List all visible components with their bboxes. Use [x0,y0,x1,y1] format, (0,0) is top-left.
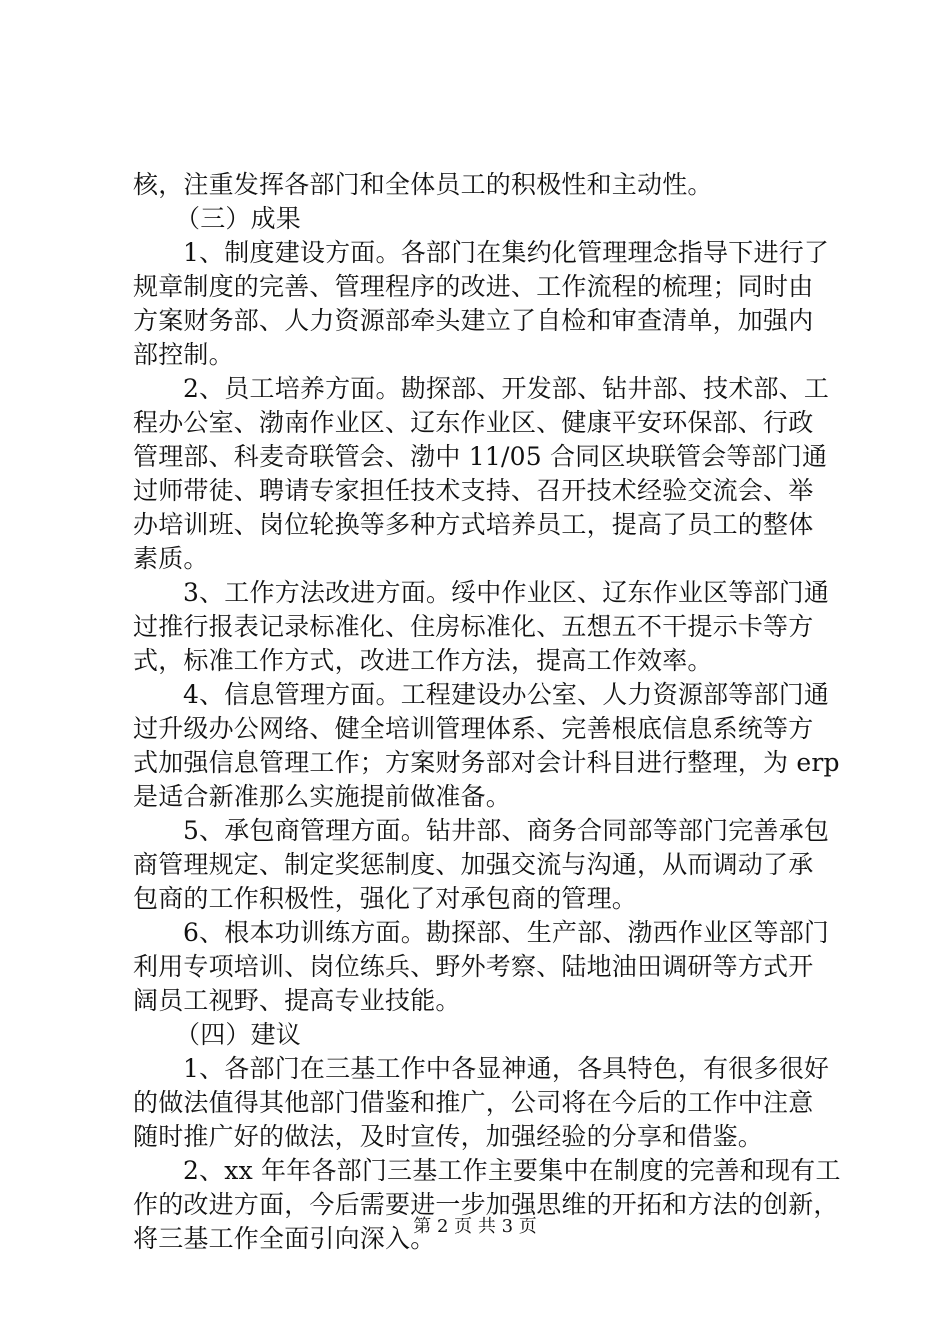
paragraph-line: 2、xx 年年各部门三基工作主要集中在制度的完善和现有工 [183,1156,841,1185]
paragraph-line: 部控制。 [133,340,234,369]
paragraph-line: 核，注重发挥各部门和全体员工的积极性和主动性。 [133,170,713,199]
paragraph-line: 管理部、科麦奇联管会、渤中 11/05 合同区块联管会等部门通 [133,442,828,471]
paragraph-line: 是适合新准那么实施提前做准备。 [133,782,512,811]
page-footer [0,1215,950,1239]
paragraph-line: 5、承包商管理方面。钻井部、商务合同部等部门完善承包 [183,816,830,845]
paragraph-line: 包商的工作积极性，强化了对承包商的管理。 [133,884,638,913]
paragraph-line: 作的改进方面，今后需要进一步加强思维的开拓和方法的创新， [133,1190,839,1219]
paragraph-line: 式，标准工作方式，改进工作方法，提高工作效率。 [133,646,713,675]
paragraph-line: 素质。 [133,544,209,573]
paragraph-line: 阔员工视野、提高专业技能。 [133,986,461,1015]
paragraph-line: 规章制度的完善、管理程序的改进、工作流程的梳理；同时由 [133,272,814,301]
paragraph-line: 办培训班、岗位轮换等多种方式培养员工，提高了员工的整体 [133,510,814,539]
page-number-label: 第 2 页 共 3 页 [413,1216,537,1237]
paragraph-line: 6、根本功训练方面。勘探部、生产部、渤西作业区等部门 [183,918,830,947]
paragraph-line: 商管理规定、制定奖惩制度、加强交流与沟通，从而调动了承 [133,850,814,879]
section-heading-suggestions: （四）建议 [175,1020,302,1049]
paragraph-line: 3、工作方法改进方面。绥中作业区、辽东作业区等部门通 [183,578,830,607]
paragraph-line: 程办公室、渤南作业区、辽东作业区、健康平安环保部、行政 [133,408,814,437]
paragraph-line: 2、员工培养方面。勘探部、开发部、钻井部、技术部、工 [183,374,830,403]
paragraph-line: 4、信息管理方面。工程建设办公室、人力资源部等部门通 [183,680,830,709]
section-heading-results: （三）成果 [175,204,302,233]
paragraph-line: 方案财务部、人力资源部牵头建立了自检和审查清单，加强内 [133,306,814,335]
paragraph-line: 利用专项培训、岗位练兵、野外考察、陆地油田调研等方式开 [133,952,814,981]
paragraph-line: 过推行报表记录标准化、住房标准化、五想五不干提示卡等方 [133,612,814,641]
paragraph-line: 过师带徒、聘请专家担任技术支持、召开技术经验交流会、举 [133,476,814,505]
paragraph-line: 1、制度建设方面。各部门在集约化管理理念指导下进行了 [183,238,830,267]
paragraph-line: 1、各部门在三基工作中各显神通，各具特色，有很多很好 [183,1054,830,1083]
paragraph-line: 的做法值得其他部门借鉴和推广，公司将在今后的工作中注意 [133,1088,814,1117]
paragraph-line: 过升级办公网络、健全培训管理体系、完善根底信息系统等方 [133,714,814,743]
paragraph-line: 随时推广好的做法，及时宣传，加强经验的分享和借鉴。 [133,1122,764,1151]
paragraph-line: 式加强信息管理工作；方案财务部对会计科目进行整理，为 erp [133,748,840,777]
paragraph-line: 将三基工作全面引向深入。 [133,1224,436,1253]
